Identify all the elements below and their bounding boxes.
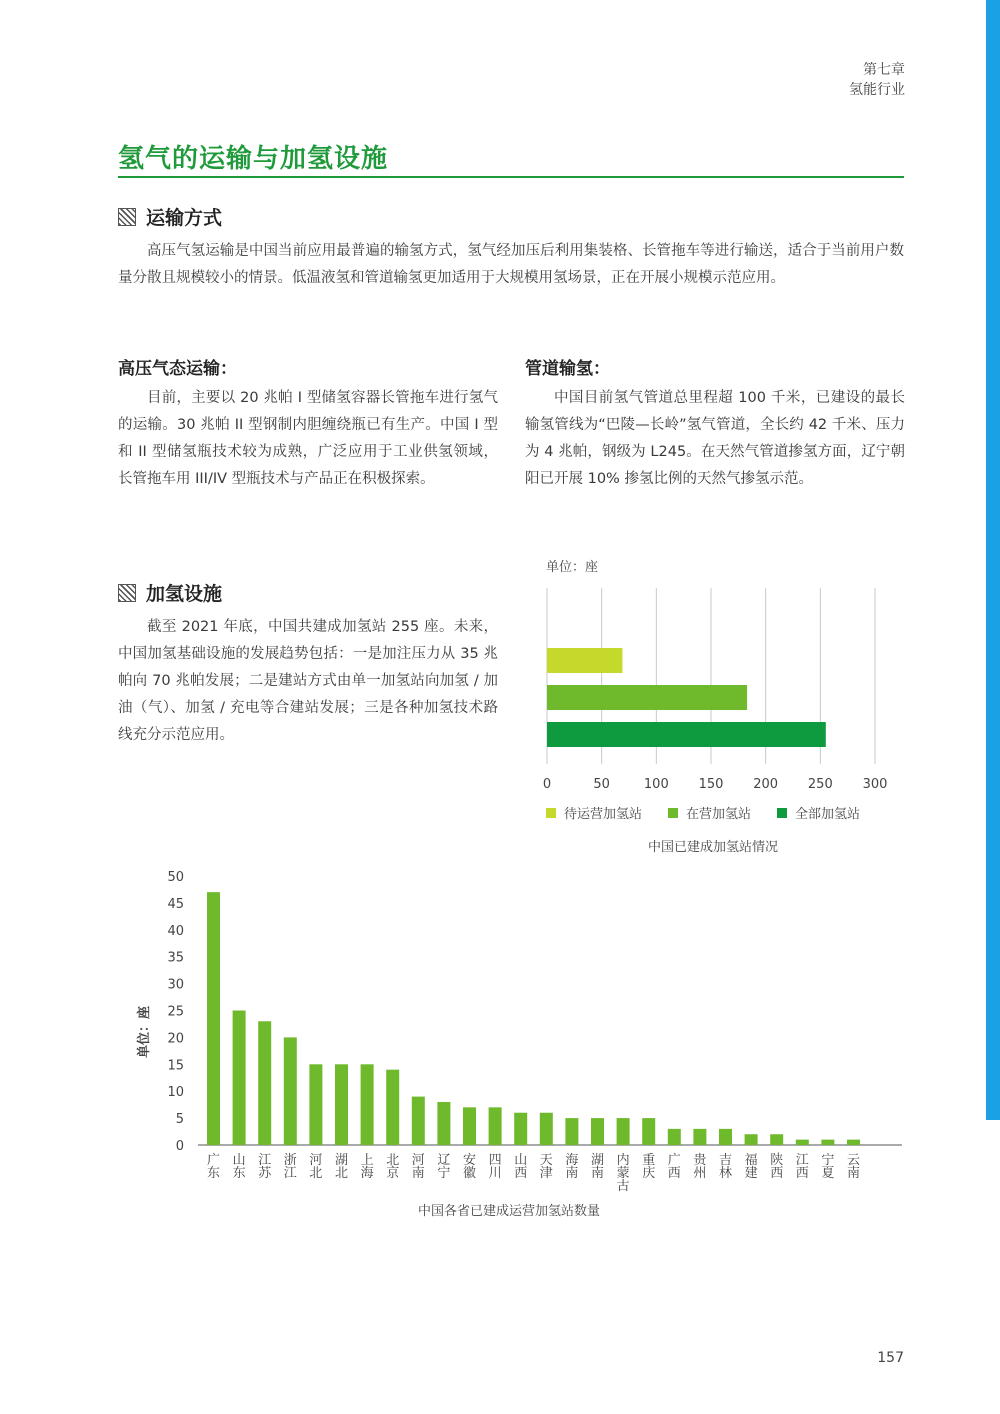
chart2-tick-label: 5 [175,1112,184,1128]
chapter-name: 氢能行业 [849,82,905,98]
subheading-high-pressure: 高压气态运输： [118,359,237,379]
chart2-bar [847,1140,860,1145]
chart2-bar [591,1118,604,1145]
section-heading-label: 运输方式 [146,207,223,229]
chart1-unit-label: 单位：座 [546,560,599,575]
chart2-category-label: 北京 [386,1153,400,1181]
chart2-category-label: 吉林 [718,1153,733,1181]
page-number: 157 [877,1350,904,1366]
chart2-bar [361,1064,374,1145]
chart2-category-label: 安徽 [462,1153,477,1181]
chart2-category-label: 湖北 [334,1153,349,1181]
stations-paragraph: 截至 2021 年底，中国共建成加氢站 255 座。未来，中国加氢基础设施的发展趋势包括：一是加注压力从 35 兆帕向 70 兆帕发展；二是建站方式由单一加氢站向加氢 / 加油（气）、加氢 / 充电等合建站发展；三是各种加氢技术路线充分示范应用。 [118,619,498,743]
legend-item-total [777,803,860,822]
chart2-category-label: 贵州 [693,1153,707,1181]
chart2-tick-label: 10 [167,1085,184,1101]
chart2-bar [207,892,220,1145]
chart2-category-label: 山东 [232,1153,246,1181]
chart1-tick-label: 50 [593,777,610,792]
chart2-bar [463,1107,476,1145]
chart2-category-label: 陕西 [770,1153,784,1181]
transport-intro-paragraph: 高压气氢运输是中国当前应用最普遍的输氢方式，氢气经加压后利用集装格、长管拖车等进行输送，适合于当前用户数量分散且规模较小的情景。低温液氢和管道输氢更加适用于大规模用氢场景，正在开展小规模示范应用。 [118,243,904,286]
chart2-bar [745,1134,758,1145]
chart2-bar [386,1070,399,1145]
chart2-bar [258,1021,271,1145]
page-title: 氢气的运输与加氢设施 [118,144,389,174]
legend-label: 在营加氢站 [686,807,752,822]
chart2-category-label: 重庆 [642,1153,656,1181]
chart1-title: 中国已建成加氢站情况 [648,840,779,855]
chart1-bar [547,722,826,747]
chart2-bar [719,1129,732,1145]
chart2-bar [821,1140,834,1145]
chart2-category-label: 福建 [744,1153,758,1181]
chart2-bar [693,1129,706,1145]
chart2-category-label: 山西 [514,1153,528,1181]
chart2-bar [770,1134,783,1145]
legend-swatch [546,808,556,818]
chart2-category-label: 河南 [411,1153,425,1181]
chart2-tick-label: 25 [167,1004,184,1020]
chart2-bar [489,1107,502,1145]
chart2-bar [617,1118,630,1145]
chart2-bar [796,1140,809,1145]
legend-item-pending [546,803,642,822]
chart1-tick-label: 300 [862,777,888,792]
chart1-tick-label: 0 [542,777,552,792]
chart1-tick-label: 150 [698,777,724,792]
chart2-bar [335,1064,348,1145]
chart1-tick-label: 100 [643,777,669,792]
chart2-category-label: 广东 [206,1153,221,1181]
high-pressure-paragraph: 目前，主要以 20 兆帕 I 型储氢容器长管拖车进行氢气的运输。30 兆帕 II 型钢制内胆缠绕瓶已有生产。中国 I 型和 II 型储氢瓶技术较为成熟，广泛应用于工业供氢领域，长管拖车用 III/IV 型瓶技术与产品正在积极探索。 [118,390,498,487]
legend-item-operating [668,803,751,822]
chart2-title: 中国各省已建成运营加氢站数量 [418,1204,601,1219]
chart2-category-label: 江苏 [258,1153,272,1181]
chart2-tick-label: 45 [167,896,184,912]
chart2-category-label: 浙江 [283,1153,297,1181]
chart2-category-label: 江西 [795,1153,809,1181]
chart2-bar [540,1113,553,1145]
chart2-category-label: 天津 [539,1153,553,1181]
chart2-bar [412,1097,425,1145]
section-heading-label: 加氢设施 [146,583,223,605]
chart2-bar [642,1118,655,1145]
chart1-bar [547,648,622,673]
chart1-tick-label: 250 [807,777,833,792]
subheading-pipeline: 管道输氢： [525,359,610,379]
chart1-tick-label: 200 [753,777,779,792]
chart2-category-label: 云南 [846,1153,861,1181]
chart2-bar [565,1118,578,1145]
chart2-tick-label: 20 [167,1031,184,1047]
chart2-bar [233,1011,246,1146]
chart2-category-label: 河北 [309,1153,323,1181]
chart1-legend [546,803,886,822]
chart2-tick-label: 15 [167,1058,184,1074]
legend-swatch [777,808,787,818]
legend-label: 待运营加氢站 [564,807,643,822]
chart2-category-label: 辽宁 [437,1153,451,1181]
chart2-tick-label: 40 [167,923,184,939]
chart2-category-label: 湖南 [590,1153,605,1181]
chart2-tick-label: 0 [175,1139,184,1154]
chart2-bar [284,1037,297,1145]
chart2-bar [437,1102,450,1145]
chart2-category-label: 海南 [565,1153,579,1181]
chart2-tick-label: 35 [167,950,184,966]
chapter-number: 第七章 [863,62,905,78]
chart1-bar [547,685,747,710]
legend-swatch [668,808,678,818]
chart2-category-label: 四川 [488,1153,502,1181]
pipeline-paragraph: 中国目前氢气管道总里程超 100 千米，已建设的最长输氢管线为“巴陵—长岭”氢气管道，全长约 42 千米、压力为 4 兆帕，钢级为 L245。在天然气管道掺氢方面，辽宁朝阳已开展 10% 掺氢比例的天然气掺氢示范。 [525,390,905,487]
legend-label: 全部加氢站 [795,807,861,822]
chart2-bar [514,1113,527,1145]
chart2-category-label: 广西 [667,1153,681,1181]
chart2-bar [668,1129,681,1145]
chart2-category-label: 上海 [360,1153,374,1181]
chart2-y-axis-label: 单位：座 [137,1005,152,1059]
chart2-bar [309,1064,322,1145]
chart2-tick-label: 30 [167,977,184,993]
chart2-category-label: 内蒙古 [616,1153,630,1194]
chart2-category-label: 宁夏 [821,1153,835,1181]
chart2-tick-label: 50 [167,870,184,885]
